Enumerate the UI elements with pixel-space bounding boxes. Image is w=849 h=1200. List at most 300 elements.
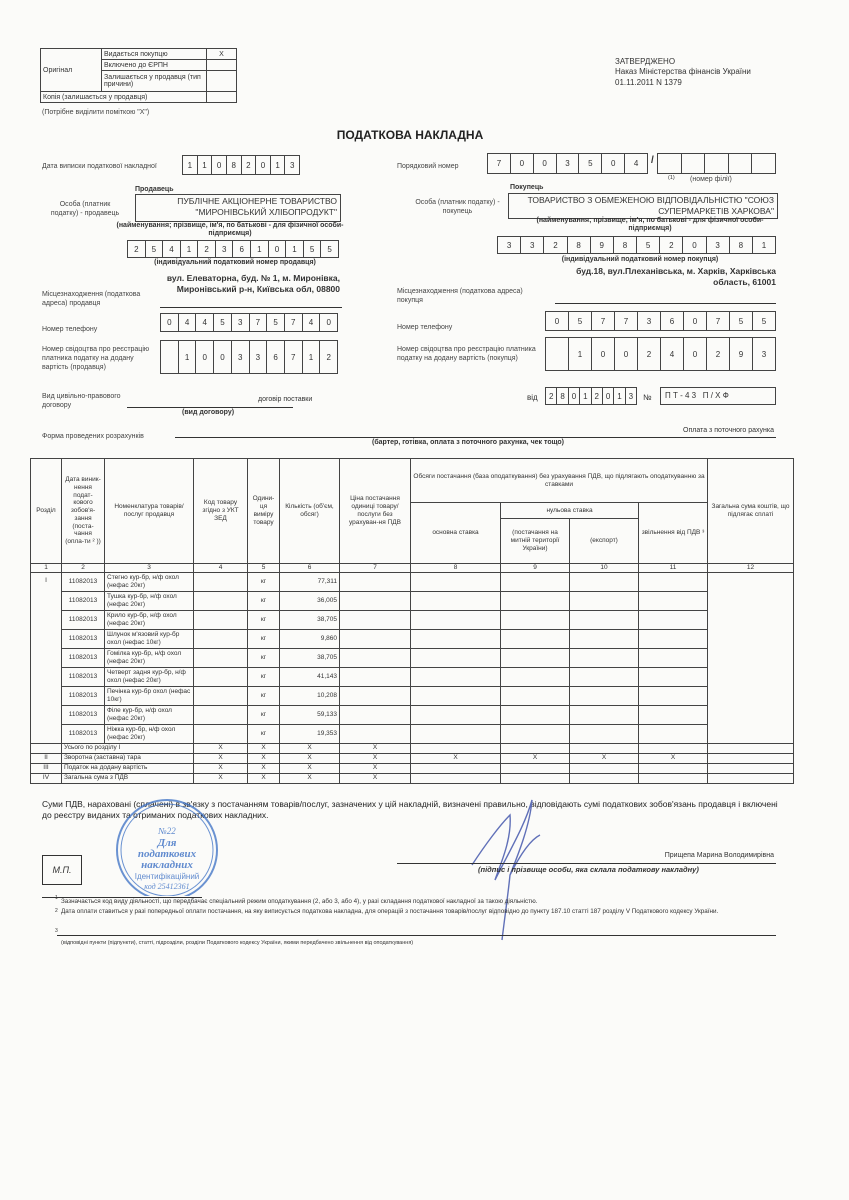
seller-address-label: Місцезнаходження (податкова адреса) продавця: [42, 291, 141, 308]
seller-inn-boxes[interactable]: [127, 240, 339, 258]
copy-type-table: [40, 48, 237, 103]
header-unit: Одини-ця виміру товару: [248, 459, 280, 564]
item-name-cell: Тушка кур-бр, н/ф охол (нефас 20кг): [105, 591, 194, 610]
digit-cell: 3: [250, 341, 268, 373]
digit-cell: 3: [289, 160, 295, 170]
section-cell: II: [31, 753, 62, 763]
item-name-cell: Крило кур-бр, н/ф охол (нефас 20кг): [105, 610, 194, 629]
quantity-cell: 41,143: [280, 667, 340, 686]
totals-mark-cell: [708, 743, 794, 753]
quantity-cell: 38,705: [280, 610, 340, 629]
totals-mark-cell: X: [280, 773, 340, 783]
totals-mark-cell: [411, 773, 501, 783]
seller-vat-label: Номер свідоцтва про реєстрацію платника податку на додану вартість (продавця): [42, 346, 150, 372]
column-number: 5: [248, 564, 280, 573]
amount-cell: [639, 610, 708, 629]
digit-cell: 2: [326, 352, 331, 362]
digit-cell: 6: [233, 241, 251, 257]
digit-cell: 5: [579, 154, 602, 173]
digit-cell: 1: [271, 156, 286, 174]
digit-cell: 0: [684, 338, 707, 370]
header-total: Загальна сума коштів, що підлягає сплаті: [708, 459, 794, 564]
digit-cell: 3: [216, 241, 234, 257]
table-row[interactable]: [31, 724, 794, 743]
digit-cell: [705, 154, 729, 173]
item-name-cell: Четверт задня кур-бр, н/ф охол (нефас 20кг): [105, 667, 194, 686]
table-row[interactable]: [31, 572, 794, 591]
column-number: 3: [105, 564, 194, 573]
approval-line: ЗАТВЕРДЖЕНО: [615, 57, 676, 66]
column-number: 6: [280, 564, 340, 573]
buyer-heading: Покупець: [510, 184, 544, 191]
unit-cell: кг: [248, 648, 280, 667]
header-zero-rate: нульова ставка: [501, 503, 639, 519]
column-number: 12: [708, 564, 794, 573]
digit-cell: 9: [730, 338, 753, 370]
amount-cell: [501, 686, 570, 705]
totals-mark-cell: X: [194, 743, 248, 753]
header-nomenclature: Номенклатура товарів/послуг продавця: [105, 459, 194, 564]
buyer-phone-label: Номер телефону: [397, 324, 453, 331]
header-exempt: звільнення від ПДВ ³: [639, 503, 708, 564]
code-cell: [194, 648, 248, 667]
table-row[interactable]: [31, 705, 794, 724]
column-number: 11: [639, 564, 708, 573]
seal-placeholder: М.П.: [42, 855, 82, 885]
item-name-cell: Гомілка кур-бр, н/ф охол (нефас 20кг): [105, 648, 194, 667]
footnote-ref: (1): [668, 175, 675, 181]
digit-cell: 3: [232, 314, 250, 331]
totals-mark-cell: X: [194, 763, 248, 773]
code-cell: [194, 629, 248, 648]
amount-cell: [501, 629, 570, 648]
amount-cell: [639, 705, 708, 724]
totals-mark-cell: X: [639, 753, 708, 763]
digit-cell: 1: [614, 388, 625, 404]
digit-cell: 2: [660, 237, 683, 253]
section-cell: I: [31, 572, 62, 743]
totals-mark-cell: [501, 743, 570, 753]
digit-cell: 0: [212, 156, 227, 174]
date-cell: 11082013: [62, 629, 105, 648]
copy-option-mark[interactable]: X: [207, 49, 237, 60]
digit-cell: 1: [251, 241, 269, 257]
serial-number-boxes[interactable]: [487, 153, 648, 174]
section-cell: [31, 743, 62, 753]
copy-option-label: Включено до ЄРПН: [102, 60, 207, 71]
totals-mark-cell: X: [280, 743, 340, 753]
digit-cell: 2: [546, 388, 557, 404]
digit-cell: 0: [602, 154, 625, 173]
totals-mark-cell: [501, 763, 570, 773]
amount-cell: [411, 610, 501, 629]
digit-cell: 1: [183, 156, 198, 174]
digit-cell: 1: [580, 388, 591, 404]
digit-cell: 5: [214, 314, 232, 331]
vat-statement: Суми ПДВ, нараховані (сплачені) в зв'язку з постачанням товарів/послуг, зазначених у цій накладній, визначені правильно, відповідають сумі податкових зобов'язань продавця і включені до реєстру виданих та отриманих податкових накладних.: [42, 799, 778, 821]
footnote-mark: 2: [55, 908, 58, 914]
digit-cell: 0: [603, 388, 614, 404]
approval-line: Наказ Міністерства фінансів України: [615, 67, 751, 77]
digit-cell: 3: [628, 391, 634, 401]
amount-cell: [501, 610, 570, 629]
digit-cell: 0: [546, 312, 569, 330]
signer-name: Прищепа Марина Володимирівна: [664, 852, 774, 859]
buyer-inn-caption: (індивідуальний податковий номер покупця): [561, 256, 719, 263]
seller-person-label: Особа (платник податку) - продавець: [50, 201, 120, 218]
totals-mark-cell: X: [194, 773, 248, 783]
amount-cell: [411, 705, 501, 724]
footnote-2: Дата оплати ставиться у разі попередньої оплати постачання, на яку виписується податкова накладна, для операцій з постачання товарів/послуг відповідно до пункту 187.10 статті 187 розділу V Податкового кодексу України.: [61, 908, 719, 915]
digit-cell: 2: [544, 237, 567, 253]
amount-cell: [340, 667, 411, 686]
digit-cell: 0: [592, 338, 615, 370]
column-number: 8: [411, 564, 501, 573]
digit-cell: 0: [161, 314, 179, 331]
quantity-cell: 38,705: [280, 648, 340, 667]
amount-cell: [411, 667, 501, 686]
digit-cell: 3: [498, 237, 521, 253]
stamp-number: №22: [158, 826, 176, 836]
totals-mark-cell: X: [501, 753, 570, 763]
copy-note: (Потрібне виділити поміткою "X"): [42, 109, 150, 116]
totals-mark-cell: X: [570, 753, 639, 763]
table-row[interactable]: [31, 686, 794, 705]
unit-cell: кг: [248, 667, 280, 686]
totals-mark-cell: X: [194, 753, 248, 763]
digit-cell: 8: [568, 237, 591, 253]
amount-cell: [411, 686, 501, 705]
amount-cell: [639, 648, 708, 667]
amount-cell: [570, 629, 639, 648]
digit-cell: 0: [269, 241, 287, 257]
footnote-1: Зазначається код виду діяльності, що передбачає спеціальний режим оподаткування (2, або 3, або 4), у разі складання податкової накладної за такою діяльністю.: [61, 898, 538, 905]
totals-mark-cell: [708, 763, 794, 773]
footnote-mark: 1: [55, 895, 58, 901]
footnote-mark: 3: [55, 928, 58, 934]
digit-cell: 2: [198, 241, 216, 257]
totals-mark-cell: [639, 743, 708, 753]
seller-inn-caption: (індивідуальний податковий номер продавця): [154, 259, 316, 266]
approval-line: 01.11.2011 N 1379: [615, 77, 682, 87]
amount-cell: [340, 610, 411, 629]
table-row[interactable]: [31, 648, 794, 667]
totals-label: Зворотна (заставна) тара: [62, 753, 194, 763]
totals-mark-cell: [501, 773, 570, 783]
quantity-cell: 19,353: [280, 724, 340, 743]
amount-cell: [501, 724, 570, 743]
contract-number-prefix: №: [643, 393, 652, 402]
amount-cell: [570, 705, 639, 724]
digit-cell: [752, 154, 775, 173]
totals-mark-cell: [570, 763, 639, 773]
totals-mark-cell: X: [248, 773, 280, 783]
column-number: 9: [501, 564, 570, 573]
buyer-name-caption: (найменування; прізвище, ім'я, по батькові - для фізичної особи-підприємця): [536, 217, 764, 233]
digit-cell: 8: [227, 156, 242, 174]
totals-mark-cell: [570, 743, 639, 753]
code-cell: [194, 686, 248, 705]
section-cell: III: [31, 763, 62, 773]
copy-option-mark[interactable]: [207, 60, 237, 71]
seller-vat-boxes[interactable]: [160, 340, 338, 374]
date-cell: 11082013: [62, 667, 105, 686]
totals-mark-cell: X: [248, 753, 280, 763]
totals-mark-cell: X: [280, 753, 340, 763]
contract-caption: (вид договору): [182, 409, 235, 416]
digit-cell: 3: [232, 341, 250, 373]
footnote-3-caption: (відповідні пункти (підпункти), статті, підрозділи, розділи Податкового кодексу України, якими передбачено звільнення від оподаткування): [61, 940, 414, 946]
digit-cell: 2: [128, 241, 146, 257]
payment-caption: (бартер, готівка, оплата з поточного рахунка, чек тощо): [372, 439, 565, 446]
digit-cell: 5: [327, 244, 332, 254]
digit-cell: 3: [557, 154, 580, 173]
header-quantity: Кількість (об'єм, обсяг): [280, 459, 340, 564]
amount-cell: [340, 572, 411, 591]
issue-date-boxes[interactable]: [182, 155, 300, 175]
totals-row: [31, 753, 794, 763]
code-cell: [194, 591, 248, 610]
totals-mark-cell: [411, 743, 501, 753]
code-cell: [194, 667, 248, 686]
digit-cell: 8: [730, 237, 753, 253]
totals-label: Усього по розділу I: [62, 743, 194, 753]
seller-address[interactable]: вул. Елеваторна, буд. № 1, м. Миронівка, Миронівський р-н, Київська обл, 08800: [166, 273, 340, 295]
contract-date-prefix: від: [527, 393, 538, 402]
amount-cell: [411, 648, 501, 667]
buyer-vat-label: Номер свідоцтва про реєстрацію платника податку на додану вартість (покупця): [397, 346, 536, 363]
seller-name[interactable]: ПУБЛІЧНЕ АКЦІОНЕРНЕ ТОВАРИСТВО "МИРОНІВСЬКИЙ ХЛІБОПРОДУКТ": [135, 194, 341, 222]
digit-cell: 1: [761, 240, 767, 250]
branch-number-boxes[interactable]: [657, 153, 776, 174]
digit-cell: 2: [592, 388, 603, 404]
company-stamp: [95, 790, 240, 896]
quantity-cell: 59,133: [280, 705, 340, 724]
digit-cell: [658, 154, 682, 173]
copy-option-mark[interactable]: [207, 71, 237, 92]
digit-cell: [161, 341, 179, 373]
digit-cell: 5: [730, 312, 753, 330]
date-cell: 11082013: [62, 648, 105, 667]
digit-cell: 1: [198, 156, 213, 174]
amount-cell: [501, 648, 570, 667]
digit-cell: 0: [534, 154, 557, 173]
digit-cell: 4: [196, 314, 214, 331]
digit-cell: 0: [615, 338, 638, 370]
totals-row: [31, 743, 794, 753]
column-number: 10: [570, 564, 639, 573]
item-name-cell: Філе кур-бр, н/ф охол (нефас 20кг): [105, 705, 194, 724]
copy-label: Копія (залишається у продавця): [41, 92, 207, 103]
digit-cell: 4: [179, 314, 197, 331]
table-row[interactable]: [31, 667, 794, 686]
digit-cell: 3: [638, 312, 661, 330]
digit-cell: 6: [267, 341, 285, 373]
date-cell: 11082013: [62, 705, 105, 724]
digit-cell: [729, 154, 753, 173]
totals-mark-cell: X: [340, 763, 411, 773]
amount-cell: [639, 667, 708, 686]
amount-cell: [411, 724, 501, 743]
digit-cell: 5: [569, 312, 592, 330]
approval-block: [615, 57, 751, 88]
digit-cell: 5: [146, 241, 164, 257]
amount-cell: [340, 724, 411, 743]
totals-mark-cell: X: [248, 743, 280, 753]
digit-cell: 7: [592, 312, 615, 330]
item-name-cell: Ніжка кур-бр, н/ф охол (нефас 20кг): [105, 724, 194, 743]
amount-cell: [639, 686, 708, 705]
copy-mark[interactable]: [207, 92, 237, 103]
header-supply-volumes: Обсяги постачання (база оподаткування) без урахування ПДВ, що підлягають оподаткуванню за ставками: [411, 459, 708, 503]
digit-cell: 0: [214, 341, 232, 373]
table-row[interactable]: [31, 610, 794, 629]
buyer-address[interactable]: буд.18, вул.Плеханівська, м. Харків, Харківська область, 61001: [576, 266, 776, 288]
totals-label: Податок на додану вартість: [62, 763, 194, 773]
unit-cell: кг: [248, 724, 280, 743]
digit-cell: 1: [286, 241, 304, 257]
unit-cell: кг: [248, 610, 280, 629]
signer-caption: (підпис і прізвище особи, яка склала податкову накладну): [478, 865, 699, 874]
amount-cell: [639, 629, 708, 648]
totals-mark-cell: X: [340, 753, 411, 763]
header-export: (експорт): [570, 519, 639, 564]
digit-cell: 0: [683, 237, 706, 253]
totals-row: [31, 763, 794, 773]
seller-heading: Продавець: [135, 186, 174, 193]
digit-cell: 2: [707, 338, 730, 370]
section-cell: IV: [31, 773, 62, 783]
payment-label: Форма проведених розрахунків: [42, 433, 144, 440]
copy-option-label: Видається покупцю: [102, 49, 207, 60]
header-section: Розділ: [31, 459, 62, 564]
digit-cell: 5: [761, 316, 767, 326]
digit-cell: 0: [326, 318, 331, 327]
code-cell: [194, 705, 248, 724]
seller-phone-label: Номер телефону: [42, 326, 98, 333]
goods-table: [30, 458, 794, 784]
amount-cell: [570, 591, 639, 610]
totals-mark-cell: X: [248, 763, 280, 773]
item-name-cell: Стегно кур-бр, н/ф охол (нефас 20кг): [105, 572, 194, 591]
branch-label: (номер філії): [690, 176, 732, 183]
digit-cell: 0: [569, 388, 580, 404]
digit-cell: 8: [614, 237, 637, 253]
document-title: ПОДАТКОВА НАКЛАДНА: [336, 128, 484, 142]
amount-cell: [570, 724, 639, 743]
stamp-text: Для: [157, 837, 177, 849]
buyer-person-label: Особа (платник податку) - покупець: [415, 199, 500, 216]
digit-cell: 0: [684, 312, 707, 330]
total-amount-cell: [708, 572, 794, 743]
digit-cell: 1: [303, 341, 321, 373]
amount-cell: [411, 591, 501, 610]
stamp-text: Ідентифікаційний: [134, 872, 200, 881]
contract-number[interactable]: П Т - 4 3 П / Х Ф: [660, 387, 776, 405]
totals-mark-cell: X: [340, 773, 411, 783]
digit-cell: 5: [304, 241, 322, 257]
digit-cell: 4: [661, 338, 684, 370]
digit-cell: 7: [488, 154, 511, 173]
amount-cell: [501, 572, 570, 591]
digit-cell: 7: [615, 312, 638, 330]
date-cell: 11082013: [62, 686, 105, 705]
amount-cell: [340, 648, 411, 667]
totals-row: [31, 773, 794, 783]
totals-mark-cell: [570, 773, 639, 783]
quantity-cell: 9,860: [280, 629, 340, 648]
amount-cell: [340, 629, 411, 648]
column-number: 1: [31, 564, 62, 573]
amount-cell: [570, 610, 639, 629]
amount-cell: [570, 686, 639, 705]
quantity-cell: 10,208: [280, 686, 340, 705]
buyer-name[interactable]: ТОВАРИСТВО З ОБМЕЖЕНОЮ ВІДПОВІДАЛЬНІСТЮ "СОЮЗ СУПЕРМАРКЕТІВ ХАРКОВА": [508, 193, 778, 219]
digit-cell: 8: [557, 388, 568, 404]
digit-cell: 0: [511, 154, 534, 173]
table-row[interactable]: [31, 629, 794, 648]
seller-name-caption: (найменування; прізвище, ім'я, по батькові - для фізичної особи-підприємця): [116, 222, 344, 238]
header-base-rate: основна ставка: [411, 503, 501, 564]
digit-cell: 2: [638, 338, 661, 370]
digit-cell: 1: [569, 338, 592, 370]
amount-cell: [570, 572, 639, 591]
amount-cell: [411, 629, 501, 648]
amount-cell: [411, 572, 501, 591]
date-cell: 11082013: [62, 572, 105, 591]
buyer-inn-boxes[interactable]: [497, 236, 776, 254]
copy-option-label: Залишається у продавця (тип причини): [102, 71, 207, 92]
digit-cell: 4: [163, 241, 181, 257]
serial-slash: /: [651, 155, 654, 166]
totals-mark-cell: X: [340, 743, 411, 753]
unit-cell: кг: [248, 629, 280, 648]
header-domestic: (постачання на митній території України): [501, 519, 570, 564]
amount-cell: [501, 667, 570, 686]
digit-cell: 1: [179, 341, 197, 373]
amount-cell: [340, 705, 411, 724]
contract-date-boxes[interactable]: [545, 387, 637, 405]
totals-mark-cell: [639, 773, 708, 783]
code-cell: [194, 724, 248, 743]
digit-cell: 7: [285, 314, 303, 331]
payment-form[interactable]: Оплата з поточного рахунка: [683, 427, 774, 434]
buyer-phone-boxes[interactable]: [545, 311, 776, 331]
header-date: Дата виник-нення подат-кового зобов'я-зання (поста-чання (опла-ти ² )): [62, 459, 105, 564]
totals-mark-cell: [411, 763, 501, 773]
totals-mark-cell: X: [280, 763, 340, 773]
amount-cell: [570, 667, 639, 686]
seller-phone-boxes[interactable]: [160, 313, 338, 332]
column-numbers-row: [31, 564, 794, 573]
digit-cell: 7: [285, 341, 303, 373]
item-name-cell: Шлунок м'язовий кур-бр охол (нефас 10кг): [105, 629, 194, 648]
digit-cell: 4: [303, 314, 321, 331]
totals-mark-cell: [708, 753, 794, 763]
amount-cell: [639, 572, 708, 591]
table-row[interactable]: [31, 591, 794, 610]
digit-cell: 1: [181, 241, 199, 257]
digit-cell: 6: [661, 312, 684, 330]
unit-cell: кг: [248, 572, 280, 591]
digit-cell: 2: [242, 156, 257, 174]
serial-label: Порядковий номер: [397, 163, 459, 170]
buyer-vat-boxes[interactable]: [545, 337, 776, 371]
original-label: Оригінал: [41, 49, 102, 92]
contract-type[interactable]: договір поставки: [258, 396, 313, 403]
totals-mark-cell: [639, 763, 708, 773]
digit-cell: 0: [256, 156, 271, 174]
